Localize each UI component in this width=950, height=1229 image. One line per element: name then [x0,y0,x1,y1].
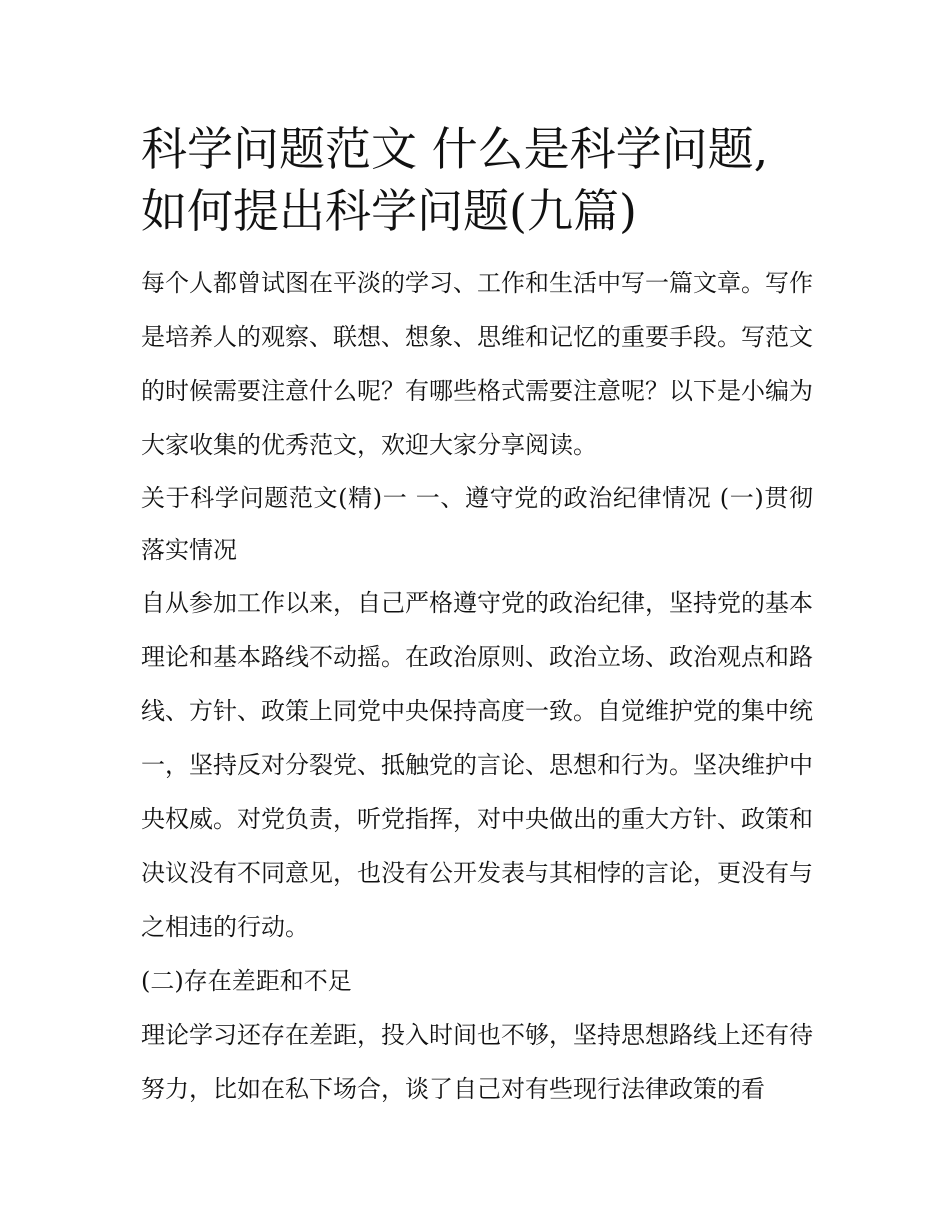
body-paragraph: 自从参加工作以来，自己严格遵守党的政治纪律，坚持党的基本理论和基本路线不动摇。在政治原则、政治立场、政治观点和路线、方针、政策上同党中央保持高度一致。自觉维护党的集中统一，坚持反对分裂党、抵触党的言论、思想和行为。坚决维护中央权威。对党负责，听党指挥，对中央做出的重大方针、政策和决议没有不同意见，也没有公开发表与其相悖的言论，更没有与之相违的行动。 [141,589,813,941]
section-heading: 关于科学问题范文(精)一 一、遵守党的政治纪律情况 (一)贯彻落实情况 [141,484,813,564]
intro-paragraph: 每个人都曾试图在平淡的学习、工作和生活中写一篇文章。写作是培养人的观察、联想、想象、思维和记忆的重要手段。写范文的时候需要注意什么呢？有哪些格式需要注意呢？以下是小编为大家收集的优秀范文，欢迎大家分享阅读。 [141,269,813,459]
document-title: 科学问题范文 什么是科学问题,如何提出科学问题(九篇) [141,122,769,238]
subsection-heading: (二)存在差距和不足 [141,967,352,995]
body-paragraph: 理论学习还存在差距，投入时间也不够，坚持思想路线上还有待努力，比如在私下场合，谈了自己对有些现行法律政策的看 [141,1021,813,1103]
document-body [141,118,813,1116]
